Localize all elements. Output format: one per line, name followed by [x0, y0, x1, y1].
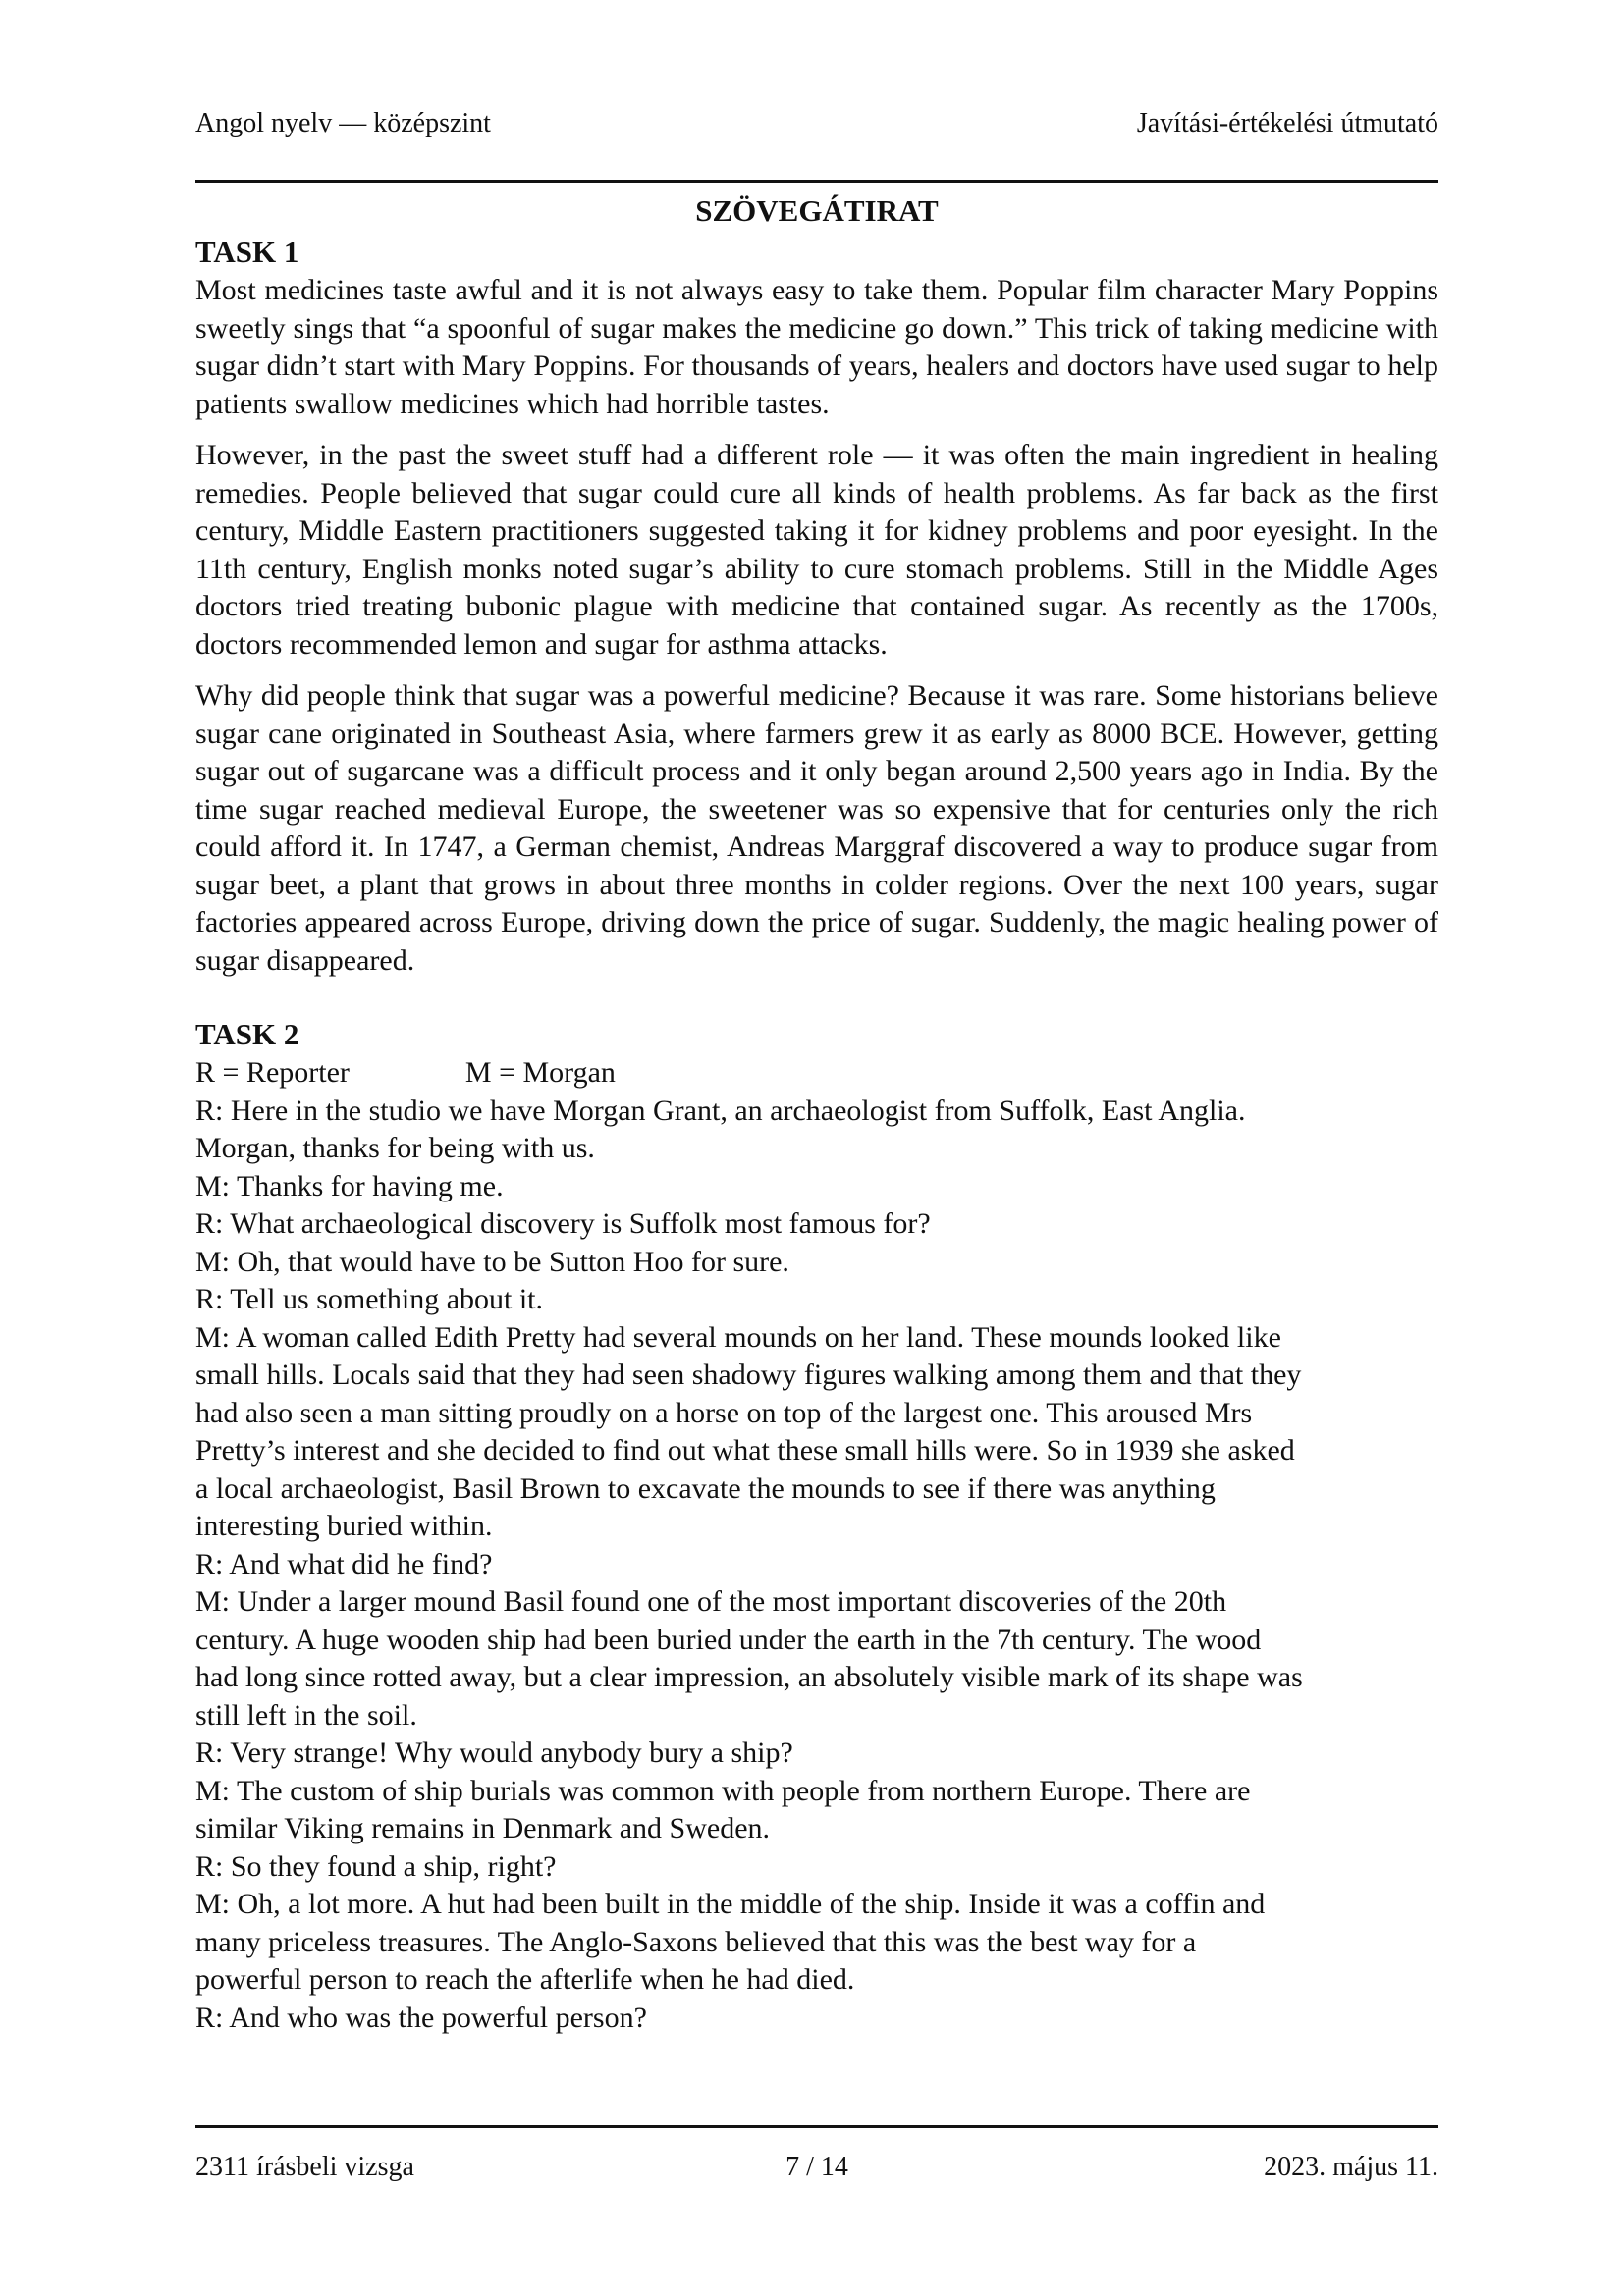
- footer-exam-date: 2023. május 11.: [1264, 2152, 1438, 2182]
- dialogue-line: Morgan, thanks for being with us.: [195, 1132, 595, 1164]
- header-divider: [195, 180, 1438, 183]
- speaker-legend: [195, 1054, 1438, 1093]
- task1-paragraph: Why did people think that sugar was a powerful medicine? Because it was rare. Some historians believe sugar cane originated in Southeast Asia, where farmers grew it as early as 8000 BCE. However, getting sugar out of sugarcane was a difficult process and it only began around 2,500 years ago in India. By the time sugar reached medieval Europe, the sweetener was so expensive that for centuries only the rich could afford it. In 1747, a German chemist, Andreas Marggraf discovered a way to produce sugar from sugar beet, a plant that grows in about three months in colder regions. Over the next 100 years, sugar factories appeared across Europe, driving down the price of sugar. Suddenly, the magic healing power of sugar disappeared.: [195, 679, 1438, 977]
- task2-section: [195, 1015, 1438, 2037]
- dialogue-line: M: The custom of ship burials was common with people from northern Europe. There are: [195, 1774, 1251, 1807]
- legend-morgan: M = Morgan: [464, 1056, 616, 1089]
- document-page: [195, 0, 1438, 2296]
- page-header: [195, 108, 1438, 147]
- dialogue-line: had also seen a man sitting proudly on a horse on top of the largest one. This aroused Mrs: [195, 1396, 1253, 1429]
- header-subject: Angol nyelv — középszint: [195, 108, 491, 138]
- document-title: SZÖVEGÁTIRAT: [695, 193, 939, 228]
- dialogue-line: many priceless treasures. The Anglo-Saxons believed that this was the best way for a: [195, 1925, 1197, 1958]
- dialogue-line: R: Very strange! Why would anybody bury a ship?: [195, 1736, 793, 1769]
- page-footer: [195, 2152, 1438, 2191]
- footer-exam-code: 2311 írásbeli vizsga: [195, 2152, 414, 2182]
- dialogue-line: similar Viking remains in Denmark and Sweden.: [195, 1812, 771, 1844]
- dialogue-line: R: And who was the powerful person?: [195, 2001, 647, 2034]
- task2-heading: TASK 2: [195, 1017, 299, 1051]
- page-content: [195, 189, 1438, 2037]
- dialogue-line: M: Under a larger mound Basil found one of the most important discoveries of the 20th: [195, 1585, 1227, 1618]
- dialogue-line: a local archaeologist, Basil Brown to excavate the mounds to see if there was anything: [195, 1471, 1216, 1505]
- dialogue-line: M: Oh, a lot more. A hut had been built in the middle of the ship. Inside it was a coffin and: [195, 1888, 1266, 1920]
- dialogue-line: still left in the soil.: [195, 1698, 417, 1732]
- dialogue-line: M: Oh, that would have to be Sutton Hoo for sure.: [195, 1245, 789, 1278]
- dialogue-line: Pretty’s interest and she decided to find out what these small hills were. So in 1939 she asked: [195, 1434, 1295, 1467]
- task1-heading: TASK 1: [195, 235, 299, 269]
- dialogue-line: small hills. Locals said that they had seen shadowy figures walking among them and that they: [195, 1359, 1302, 1391]
- dialogue-transcript: [195, 1093, 1438, 2038]
- dialogue-line: M: A woman called Edith Pretty had several mounds on her land. These mounds looked like: [195, 1320, 1281, 1354]
- footer-divider: [195, 2125, 1438, 2128]
- footer-page-number: 7 / 14: [785, 2152, 848, 2182]
- dialogue-line: R: And what did he find?: [195, 1547, 493, 1580]
- dialogue-line: R: So they found a ship, right?: [195, 1849, 557, 1883]
- dialogue-line: R: What archaeological discovery is Suffolk most famous for?: [195, 1207, 931, 1240]
- dialogue-line: R: Tell us something about it.: [195, 1283, 544, 1315]
- dialogue-line: powerful person to reach the afterlife when he had died.: [195, 1963, 855, 1996]
- dialogue-line: interesting buried within.: [195, 1510, 493, 1542]
- header-guide-title: Javítási-értékelési útmutató: [1136, 108, 1438, 138]
- legend-reporter: R = Reporter: [195, 1056, 350, 1089]
- task1-paragraph: However, in the past the sweet stuff had a different role — it was often the main ingredient in healing remedies. People believed that sugar could cure all kinds of health problems. As far back as the first century, Middle Eastern practitioners suggested taking it for kidney problems and poor eyesight. In the 11th century, English monks noted sugar’s ability to cure stomach problems. Still in the Middle Ages doctors tried treating bubonic plague with medicine that contained sugar. As recently as the 1700s, doctors recommended lemon and sugar for asthma attacks.: [195, 439, 1438, 661]
- task1-paragraph: Most medicines taste awful and it is not always easy to take them. Popular film character Mary Poppins sweetly sings that “a spoonful of sugar makes the medicine go down.” This trick of taking medicine with sugar didn’t start with Mary Poppins. For thousands of years, healers and doctors have used sugar to help patients swallow medicines which had horrible tastes.: [195, 274, 1438, 420]
- task1-section: [195, 233, 1438, 980]
- dialogue-line: R: Here in the studio we have Morgan Grant, an archaeologist from Suffolk, East Anglia.: [195, 1094, 1246, 1127]
- dialogue-line: had long since rotted away, but a clear impression, an absolutely visible mark of its shape was: [195, 1661, 1303, 1693]
- dialogue-line: century. A huge wooden ship had been buried under the earth in the 7th century. The wood: [195, 1623, 1262, 1656]
- dialogue-line: M: Thanks for having me.: [195, 1169, 504, 1202]
